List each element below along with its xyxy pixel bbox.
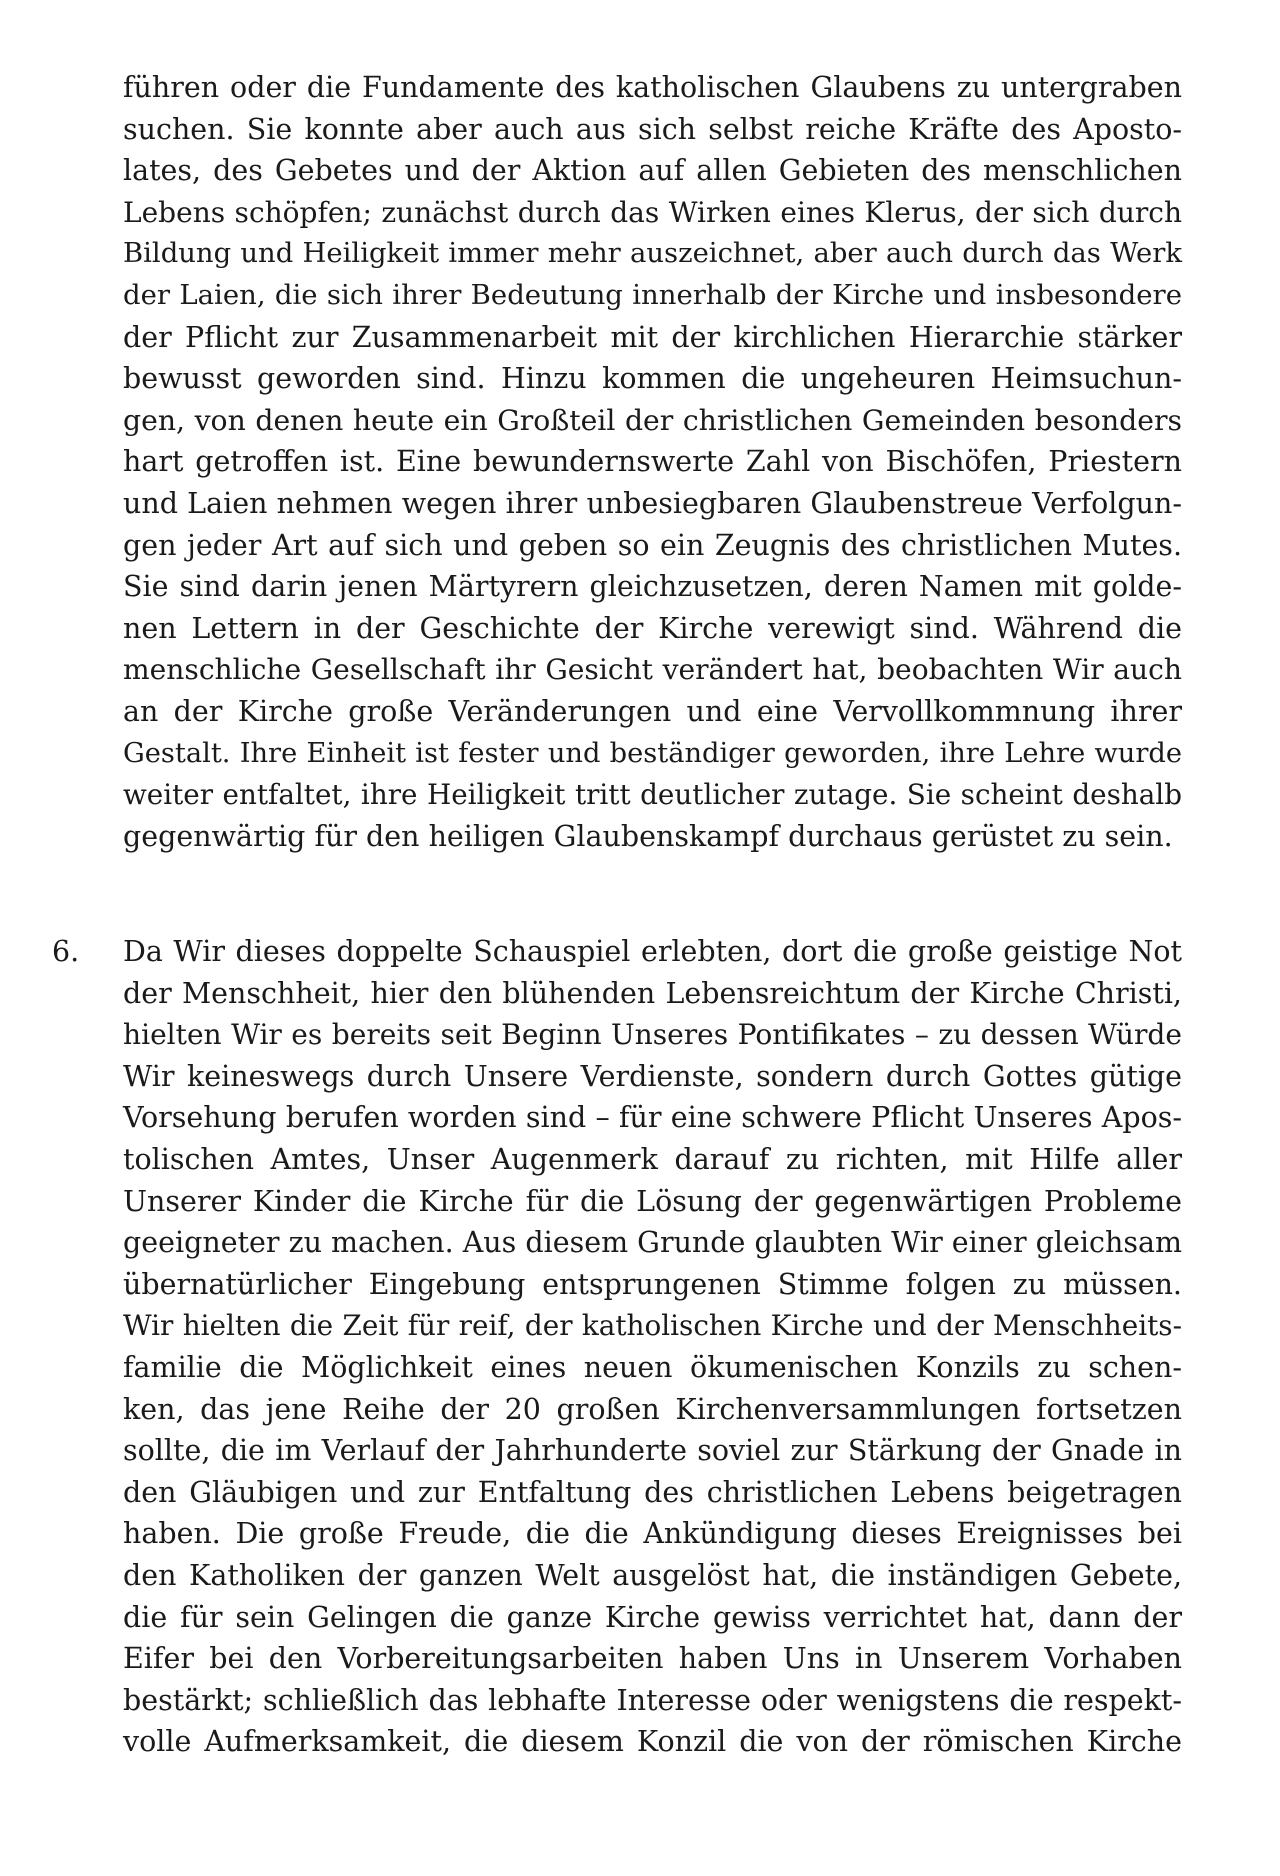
text-line: den Katholiken der ganzen Welt ausgelöst hat, die inständigen Gebete, bbox=[123, 1558, 1182, 1592]
text-line: der Menschheit, hier den blühenden Lebensreichtum der Kirche Christi, bbox=[123, 976, 1182, 1010]
text-line: die für sein Gelingen die ganze Kirche gewiss verrichtet hat, dann der bbox=[123, 1600, 1182, 1634]
text-line: der Laien, die sich ihrer Bedeutung innerhalb der Kirche und insbesondere bbox=[123, 278, 1182, 311]
text-line: suchen. Sie konnte aber auch aus sich selbst reiche Kräfte des Aposto- bbox=[123, 112, 1182, 146]
text-line: bestärkt; schließlich das lebhafte Interesse oder wenigstens die respekt- bbox=[123, 1683, 1182, 1717]
text-line: führen oder die Fundamente des katholischen Glaubens zu untergraben bbox=[123, 71, 1182, 104]
text-line: Unserer Kinder die Kirche für die Lösung der gegenwärtigen Probleme bbox=[123, 1184, 1182, 1218]
text-line: der Pflicht zur Zusammenarbeit mit der kirchlichen Hierarchie stärker bbox=[123, 320, 1182, 354]
text-line: hart getroffen ist. Eine bewundernswerte Zahl von Bischöfen, Priestern bbox=[123, 445, 1182, 479]
text-line: gen, von denen heute ein Großteil der christlichen Gemeinden besonders bbox=[123, 403, 1182, 437]
text-line: und Laien nehmen wegen ihrer unbesiegbaren Glaubenstreue Verfolgun- bbox=[123, 486, 1182, 520]
paragraph-number: 6. bbox=[52, 935, 80, 968]
text-line: volle Aufmerksamkeit, die diesem Konzil die von der römischen Kirche bbox=[123, 1725, 1182, 1759]
text-line: Lebens schöpfen; zunächst durch das Wirken eines Klerus, der sich durch bbox=[123, 195, 1182, 229]
text-line: Wir keineswegs durch Unsere Verdienste, sondern durch Gottes gütige bbox=[123, 1059, 1182, 1093]
text-line: Da Wir dieses doppelte Schauspiel erlebten, dort die große geistige Not bbox=[123, 935, 1182, 968]
text-line: tolischen Amtes, Unser Augenmerk darauf zu richten, mit Hilfe aller bbox=[123, 1142, 1182, 1176]
text-line: weiter entfaltet, ihre Heiligkeit tritt deutlicher zutage. Sie scheint deshalb bbox=[123, 778, 1182, 812]
text-line: nen Lettern in der Geschichte der Kirche verewigt sind. Während die bbox=[123, 611, 1182, 645]
text-line: gegenwärtig für den heiligen Glaubenskampf durchaus gerüstet zu sein. bbox=[123, 819, 1173, 853]
paragraph-6 bbox=[123, 931, 1182, 1763]
text-line: familie die Möglichkeit eines neuen ökumenischen Konzils zu schen- bbox=[123, 1350, 1182, 1384]
text-line: lates, des Gebetes und der Aktion auf allen Gebieten des menschlichen bbox=[123, 154, 1182, 188]
text-line: Gestalt. Ihre Einheit ist fester und beständiger geworden, ihre Lehre wurde bbox=[123, 737, 1182, 769]
text-line: sollte, die im Verlauf der Jahrhunderte soviel zur Stärkung der Gnade in bbox=[123, 1434, 1182, 1468]
text-line: gen jeder Art auf sich und geben so ein Zeugnis des christlichen Mutes. bbox=[123, 528, 1182, 562]
text-line: Wir hielten die Zeit für reif, der katholischen Kirche und der Menschheits- bbox=[123, 1309, 1182, 1343]
text-line: menschliche Gesellschaft ihr Gesicht verändert hat, beobachten Wir auch bbox=[123, 653, 1182, 687]
text-line: bewusst geworden sind. Hinzu kommen die ungeheuren Heimsuchun- bbox=[123, 362, 1182, 396]
continuation-paragraph bbox=[123, 67, 1182, 857]
text-line: Vorsehung berufen worden sind – für eine schwere Pflicht Unseres Apos- bbox=[123, 1101, 1182, 1135]
text-line: Eifer bei den Vorbereitungsarbeiten haben Uns in Unserem Vorhaben bbox=[123, 1642, 1182, 1676]
text-line: ken, das jene Reihe der 20 großen Kirchenversammlungen fortsetzen bbox=[123, 1392, 1182, 1426]
text-line: geeigneter zu machen. Aus diesem Grunde glaubten Wir einer gleichsam bbox=[123, 1226, 1182, 1260]
text-line: hielten Wir es bereits seit Beginn Unseres Pontifikates – zu dessen Würde bbox=[123, 1018, 1182, 1052]
text-line: an der Kirche große Veränderungen und eine Vervollkommnung ihrer bbox=[123, 694, 1182, 728]
text-line: Bildung und Heiligkeit immer mehr auszeichnet, aber auch durch das Werk bbox=[123, 238, 1182, 270]
text-line: haben. Die große Freude, die die Ankündigung dieses Ereignisses bei bbox=[123, 1517, 1182, 1551]
text-line: übernatürlicher Eingebung entsprungenen Stimme folgen zu müssen. bbox=[123, 1267, 1182, 1301]
text-line: Sie sind darin jenen Märtyrern gleichzusetzen, deren Namen mit golde- bbox=[123, 570, 1182, 604]
text-line: den Gläubigen und zur Entfaltung des christlichen Lebens beigetragen bbox=[123, 1475, 1182, 1509]
